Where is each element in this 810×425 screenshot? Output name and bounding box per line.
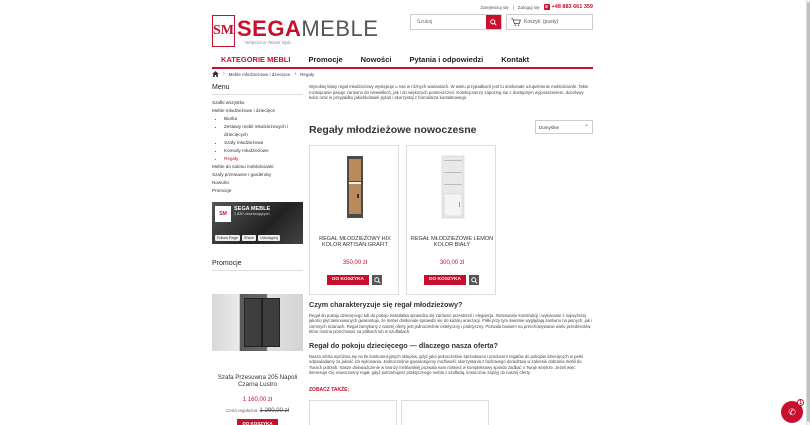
category-title: Regały młodzieżowe nowoczesne — [309, 124, 477, 136]
product-image — [422, 154, 482, 222]
cart-button[interactable] — [506, 14, 593, 30]
sidebar-subitem-active[interactable]: • Regały — [224, 155, 303, 163]
scrollbar[interactable] — [806, 0, 810, 425]
wardrobe-door — [262, 298, 280, 347]
section-paragraph: Nasza oferta wyróżnia się na tle konkurencyjnych sklepów, gdyż jako jednocześnie sprzedawca i producent regałów do pokojów dziecięcych w pełni odpowiadamy za jakość ich wykonania. Jednocześnie gwarantujemy możliwość skorzystania z fachowego doradztwa w zakresie dobrania mebli do Twoich potrzeb. Nasze doświadczenie w branży meblarskiej pozwala nam również w kompleksowy sposób zadbać o Twoje wnętrze. Jeżeli więc interesuje Cię nowoczesny regał, gdyż potrzebujesz praktycznego mebla z szufladą, koniecznie zajrzyj do naszej oferty. — [309, 354, 583, 376]
promo-add-to-cart-button[interactable]: DO KOSZYKA — [237, 419, 278, 425]
register-link[interactable]: Zarejestruj się — [480, 4, 509, 10]
nav-item-faq[interactable]: Pytania i odpowiedzi — [409, 55, 484, 64]
sidebar-item[interactable]: Promocje — [212, 188, 232, 193]
login-link[interactable]: Zaloguj się — [517, 4, 540, 10]
nav-item-promotions[interactable]: Promocje — [308, 55, 343, 64]
sidebar-heading: Menu — [212, 84, 303, 95]
category-intro: Wysokiej klasy regał młodzieżowy występuje u nas w różnych wariantach. W wielu przypadkach jest to doskonałe uzupełnienie meblościanki. Takie rozwiązanie pasuje zarówno do niewielkich, jak i do większych pomieszczeń. Kolekcjonerzy zapoznaj się z dostępnym wyposażeniem, docelowy kolor oraz w przypadku jakichkolwiek pytań i skorzystaj z formularza kontaktowego. — [309, 84, 589, 101]
facebook-widget[interactable] — [212, 202, 303, 244]
site-logo[interactable] — [212, 14, 379, 48]
main-nav — [212, 53, 593, 69]
facebook-share-alt-button[interactable]: Udostępnij — [260, 236, 278, 240]
magnifier-icon — [471, 277, 478, 284]
facebook-avatar: SM — [215, 206, 231, 222]
cart-label: Koszyk: (pusty) — [524, 19, 559, 25]
search-icon — [490, 19, 497, 26]
promo-heading: Promocje — [212, 260, 303, 271]
wardrobe-door — [244, 298, 262, 347]
logo-mark: SM — [212, 15, 235, 47]
product-name[interactable]: REGAŁ MŁODZIEŻOWE LEMON KOLOR BIAŁY — [410, 236, 494, 248]
section-heading: Czym charakteryzuje się regał młodzieżowy? — [309, 300, 463, 309]
chat-badge: 1 — [797, 399, 804, 406]
sidebar-item[interactable]: Szafy przesuwne i garderoby — [212, 172, 272, 177]
sidebar-subitem[interactable]: • Szafy młodzieżowe — [224, 139, 303, 147]
sidebar-item[interactable]: Szafki wszystko — [212, 100, 245, 105]
logo-name: SEGAMEBLE — [237, 15, 379, 41]
sidebar — [212, 84, 303, 195]
product-card[interactable] — [406, 145, 496, 295]
logo-text — [237, 15, 379, 45]
product-name[interactable]: REGAŁ MŁODZIEŻOWY HIX KOLOR ARTISAN GRAFIT — [319, 236, 391, 248]
see-also-heading: ZOBACZ TAKŻE: — [309, 387, 350, 393]
product-price: 350,00 zł — [342, 260, 368, 266]
sort-select[interactable]: Domyślne ⌄ — [535, 120, 593, 134]
sidebar-subitem[interactable]: • Komody młodzieżowe — [224, 147, 303, 155]
cart-icon — [511, 18, 521, 26]
facebook-buttons — [215, 235, 280, 241]
promo-product-image[interactable] — [212, 294, 303, 351]
promo-product-name[interactable]: Szafa Przesuwna 205 Napoli Czarna Lustro — [217, 374, 298, 388]
logo-tagline: Wnętrza w Twoim stylu — [245, 39, 291, 45]
search-input[interactable] — [411, 15, 486, 29]
promo-price: 1 160,00 zł — [242, 397, 273, 403]
breadcrumb-item[interactable]: Meble młodzieżowe i dziecięce — [228, 71, 291, 77]
product-price: 300,00 zł — [439, 260, 465, 266]
sidebar-menu — [212, 99, 303, 195]
zoom-button[interactable] — [372, 275, 382, 285]
related-product-thumb[interactable] — [401, 400, 489, 425]
nav-item-new[interactable]: Nowości — [360, 55, 392, 64]
phone-link[interactable] — [544, 4, 593, 10]
promo-old-price: Cena regularna: 1 290,00 zł — [226, 408, 289, 414]
search-button[interactable] — [486, 15, 501, 29]
phone-icon: ✆ — [788, 406, 796, 417]
phone-number: +48 883 661 359 — [551, 4, 593, 10]
facebook-likes: 1 830 obserwujących — [234, 212, 270, 216]
facebook-title: SEGA MEBLE — [234, 206, 271, 212]
search-box — [410, 14, 502, 30]
facebook-follow-button[interactable]: Follow Page — [217, 236, 238, 240]
top-bar — [212, 0, 593, 14]
sidebar-item[interactable]: Meble młodzieżowe i dziecięce — [212, 108, 276, 113]
section-paragraph: Regał do pokoju dziecięcego lub do pokoju nastolatka sprawdza się zarówno przestrzeń i elegancja. Stosowanie konstrukcji i wykonanie z najwyższej jakości płyt laminowanych gwarantuje, że mebel doskonale sprawdzi się do każdej aranżacji. Półki przy tym świetnie wyglądają zarówno na jasnych, jak i ciemnych ścianach. Regał zamykany z naszej oferty jest jednocześnie estetyczny i praktyczny. Pozwala bowiem na przechowywanie wielu przedmiotów, które można przechować na półkach lub w szufladach. — [309, 313, 593, 335]
breadcrumb-current: Regały — [300, 71, 315, 77]
separator: | — [512, 4, 514, 10]
breadcrumb-separator: › — [294, 71, 297, 77]
add-to-cart-button[interactable]: DO KOSZYKA — [327, 275, 369, 285]
facebook-share-button[interactable]: Share — [243, 236, 255, 240]
magnifier-icon — [374, 277, 381, 284]
add-to-cart-button[interactable]: DO KOSZYKA — [424, 275, 466, 285]
phone-icon: ✆ — [544, 4, 549, 9]
nav-item-categories[interactable]: KATEGORIE MEBLI — [221, 55, 291, 64]
sidebar-subitem[interactable]: • Biurka — [224, 115, 303, 123]
breadcrumb-separator: › — [223, 71, 225, 77]
chat-button[interactable] — [781, 401, 803, 423]
breadcrumb — [212, 71, 314, 77]
home-icon[interactable] — [212, 71, 219, 77]
main-content — [309, 84, 593, 393]
top-links — [480, 4, 593, 10]
sidebar-subitem[interactable]: • Zestawy mebli młodzieżowych i dziecięcych — [224, 123, 303, 139]
product-card[interactable] — [309, 145, 399, 295]
sidebar-submenu — [212, 115, 303, 163]
related-product-thumb[interactable] — [309, 400, 397, 425]
nav-item-contact[interactable]: Kontakt — [501, 55, 530, 64]
product-image — [325, 154, 385, 222]
section-heading: Regał do pokoju dziecięcego — dlaczego nasza oferta? — [309, 341, 498, 350]
sidebar-item[interactable]: Meble do salonu meblościanki — [212, 164, 274, 169]
sidebar-item[interactable]: Nowości — [212, 180, 230, 185]
zoom-button[interactable] — [469, 275, 479, 285]
